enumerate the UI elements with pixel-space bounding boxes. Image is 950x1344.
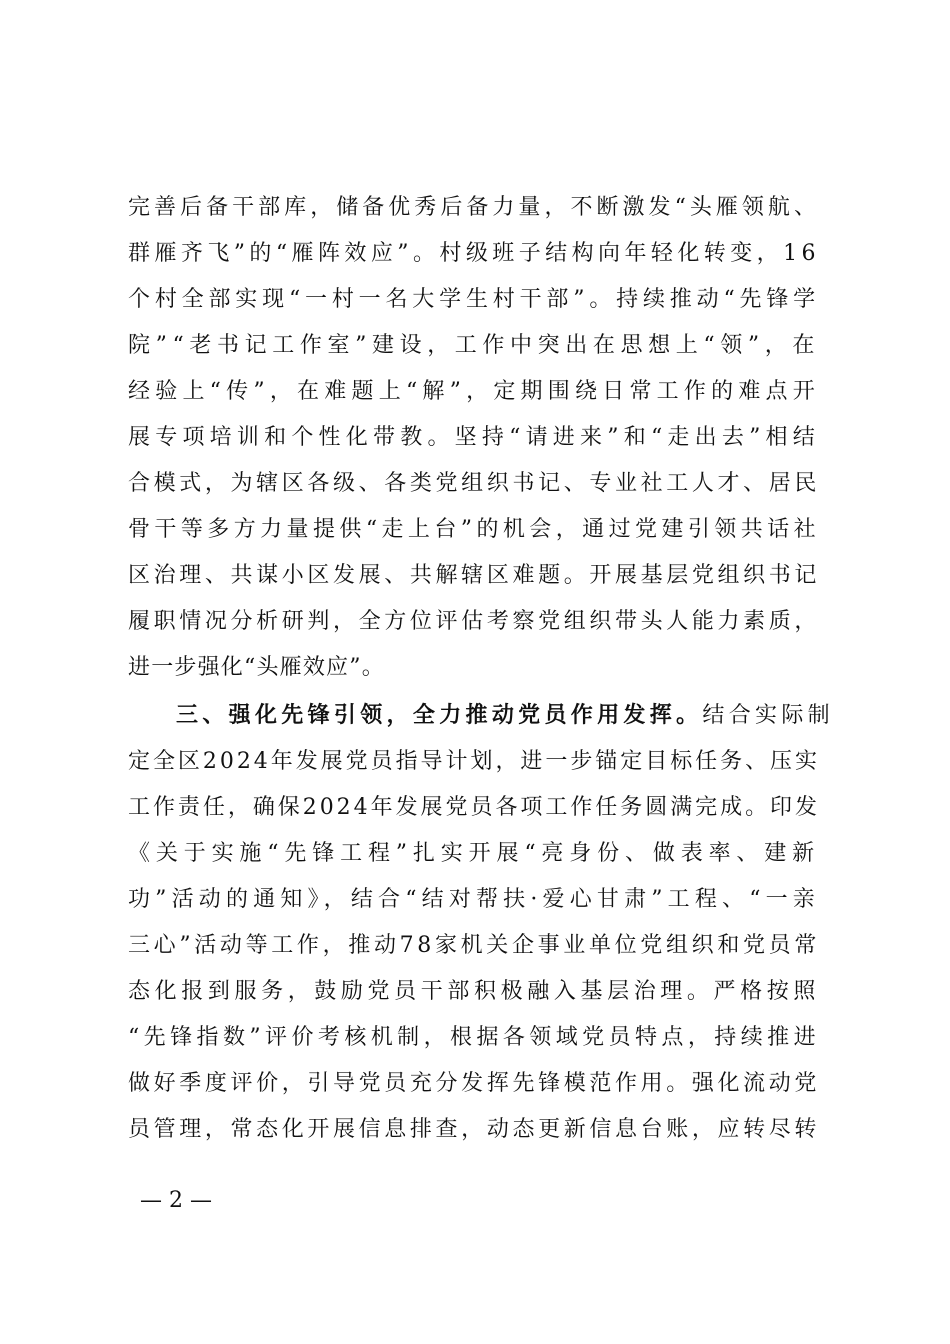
text-line: 展专项培训和个性化带教。坚持“请进来”和“走出去”相结 [128, 425, 820, 450]
text-line: 个村全部实现“一村一名大学生村干部”。持续推动“先锋学 [128, 287, 820, 312]
paragraph-1 [128, 185, 820, 691]
text-line: 院”“老书记工作室”建设，工作中突出在思想上“领”，在 [128, 333, 820, 358]
text-line: 定全区2024年发展党员指导计划，进一步锚定目标任务、压实 [128, 749, 820, 774]
first-line [128, 693, 834, 739]
text-line: 《关于实施“先锋工程”扎实开展“亮身份、做表率、建新 [128, 841, 820, 866]
text-line: 功”活动的通知》，结合“结对帮扶·爱心甘肃”工程、“一亲 [128, 887, 820, 912]
text-line: 区治理、共谋小区发展、共解辖区难题。开展基层党组织书记 [128, 563, 820, 588]
paragraph-2 [128, 693, 834, 1153]
text-line: 骨干等多方力量提供“走上台”的机会，通过党建引领共话社 [128, 517, 820, 542]
text-line: 做好季度评价，引导党员充分发挥先锋模范作用。强化流动党 [128, 1071, 820, 1096]
text-line: 经验上“传”，在难题上“解”，定期围绕日常工作的难点开 [128, 379, 820, 404]
text-line: 履职情况分析研判，全方位评估考察党组织带头人能力素质， [128, 609, 820, 634]
text-line: 三心”活动等工作，推动78家机关企事业单位党组织和党员常 [128, 933, 820, 958]
text-line: 进一步强化“头雁效应”。 [128, 655, 385, 680]
text-line: 完善后备干部库，储备优秀后备力量，不断激发“头雁领航、 [128, 195, 820, 220]
section-heading: 三、强化先锋引领，全力推动党员作用发挥。 [176, 703, 703, 728]
text-line: 群雁齐飞”的“雁阵效应”。村级班子结构向年轻化转变，16 [128, 241, 820, 266]
first-line-text: 结合实际制 [702, 703, 834, 728]
text-line: 合模式，为辖区各级、各类党组织书记、专业社工人才、居民 [128, 471, 820, 496]
text-line: 工作责任，确保2024年发展党员各项工作任务圆满完成。印发 [128, 795, 820, 820]
page-number: — 2 — [140, 1188, 212, 1213]
text-line: 态化报到服务，鼓励党员干部积极融入基层治理。严格按照 [128, 979, 820, 1004]
text-line: “先锋指数”评价考核机制，根据各领域党员特点，持续推进 [128, 1025, 820, 1050]
text-line: 员管理，常态化开展信息排查，动态更新信息台账，应转尽转 [128, 1117, 820, 1142]
